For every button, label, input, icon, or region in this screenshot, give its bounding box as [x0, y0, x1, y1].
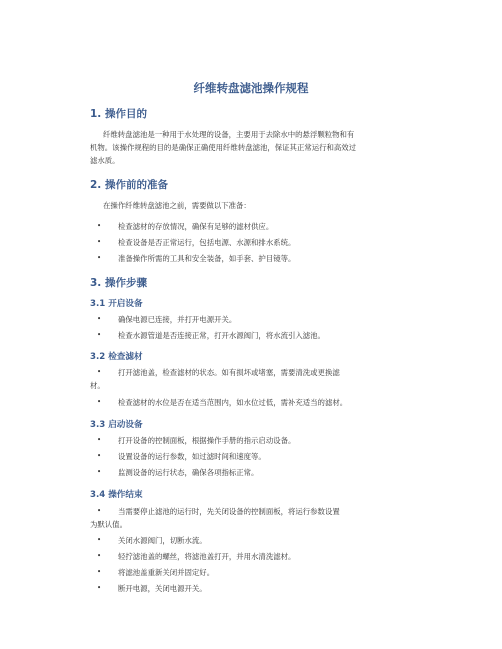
list-item: [97, 566, 423, 579]
list-item-text: 当需要停止滤池的运行时，先关闭设备的控制面板，将运行参数设置: [118, 507, 340, 516]
list-item: [97, 505, 423, 518]
section-1-heading: 1. 操作目的: [90, 108, 147, 120]
list-item-text: 检查滤材的存放情况，确保有足够的滤材供应。: [118, 222, 274, 231]
section-2-heading: 2. 操作前的准备: [90, 179, 168, 191]
section-2-intro: 在操作纤维转盘滤池之前，需要做以下准备：: [103, 201, 251, 210]
bullet-icon: •: [97, 468, 102, 476]
list-item-text: 关闭水源阀门，切断水流。: [118, 536, 207, 545]
list-item: [97, 366, 423, 379]
bullet-icon: •: [97, 568, 102, 576]
section-1-paragraph-line-2: 机物。该操作规程的目的是确保正确使用纤维转盘滤池，保证其正常运行和高效过: [90, 143, 357, 152]
list-item-text: 检查水源管道是否连接正常，打开水源阀门，将水流引入滤池。: [118, 331, 325, 340]
section-3-heading: 3. 操作步骤: [90, 277, 147, 289]
list-item: [97, 466, 423, 479]
list-item: [97, 313, 423, 326]
list-item: [97, 434, 423, 447]
list-item: [97, 550, 423, 563]
subsection-3-2-heading: 3.2 检查滤材: [90, 352, 143, 362]
list-item-text: 将滤池盖重新关闭并固定好。: [118, 568, 215, 577]
list-item: [97, 450, 423, 463]
list-item-text: 打开设备的控制面板，根据操作手册的指示启动设备。: [118, 436, 296, 445]
list-item-text: 断开电源，关闭电源开关。: [118, 584, 207, 593]
bullet-icon: •: [97, 368, 102, 376]
list-item-text: 设置设备的运行参数，如过滤时间和速度等。: [118, 452, 266, 461]
list-item-text: 确保电源已连接，并打开电源开关。: [118, 315, 237, 324]
list-item: [97, 220, 423, 233]
subsection-3-1-heading: 3.1 开启设备: [90, 299, 143, 309]
list-item-text-continuation: 材。: [90, 381, 105, 390]
list-item-text: 检查滤材的水位是否在适当范围内，如水位过低，需补充适当的滤材。: [118, 398, 348, 407]
bullet-icon: •: [97, 507, 102, 515]
bullet-icon: •: [97, 398, 102, 406]
bullet-icon: •: [97, 254, 102, 262]
list-item: [97, 582, 423, 595]
bullet-icon: •: [97, 315, 102, 323]
bullet-icon: •: [97, 584, 102, 592]
section-1-paragraph-line-3: 滤水质。: [90, 156, 120, 165]
list-item-text: 监测设备的运行状态，确保各项指标正常。: [118, 468, 259, 477]
list-item: [97, 396, 423, 409]
list-item: [97, 236, 423, 249]
list-item: [97, 329, 423, 342]
list-item: [97, 252, 423, 265]
bullet-icon: •: [97, 238, 102, 246]
list-item-text: 检查设备是否正常运行，包括电源、水源和排水系统。: [118, 238, 296, 247]
subsection-3-3-heading: 3.3 启动设备: [90, 420, 143, 430]
list-item-text: 打开滤池盖，检查滤材的状态。如有损坏或堵塞，需要清洗或更换滤: [118, 368, 340, 377]
bullet-icon: •: [97, 536, 102, 544]
bullet-icon: •: [97, 552, 102, 560]
list-item: [97, 534, 423, 547]
bullet-icon: •: [97, 436, 102, 444]
list-item-text: 轻拧滤池盖的螺丝，将滤池盖打开，并用水清洗滤材。: [118, 552, 296, 561]
list-item-text-continuation: 为默认值。: [90, 520, 127, 529]
list-item-text: 准备操作所需的工具和安全装备，如手套、护目镜等。: [118, 254, 296, 263]
subsection-3-4-heading: 3.4 操作结束: [90, 490, 143, 500]
section-1-paragraph-line-1: 纤维转盘滤池是一种用于水处理的设备，主要用于去除水中的悬浮颗粒物和有: [103, 130, 355, 139]
document-title: 纤维转盘滤池操作规程: [193, 81, 309, 95]
bullet-icon: •: [97, 222, 102, 230]
bullet-icon: •: [97, 452, 102, 460]
bullet-icon: •: [97, 331, 102, 339]
